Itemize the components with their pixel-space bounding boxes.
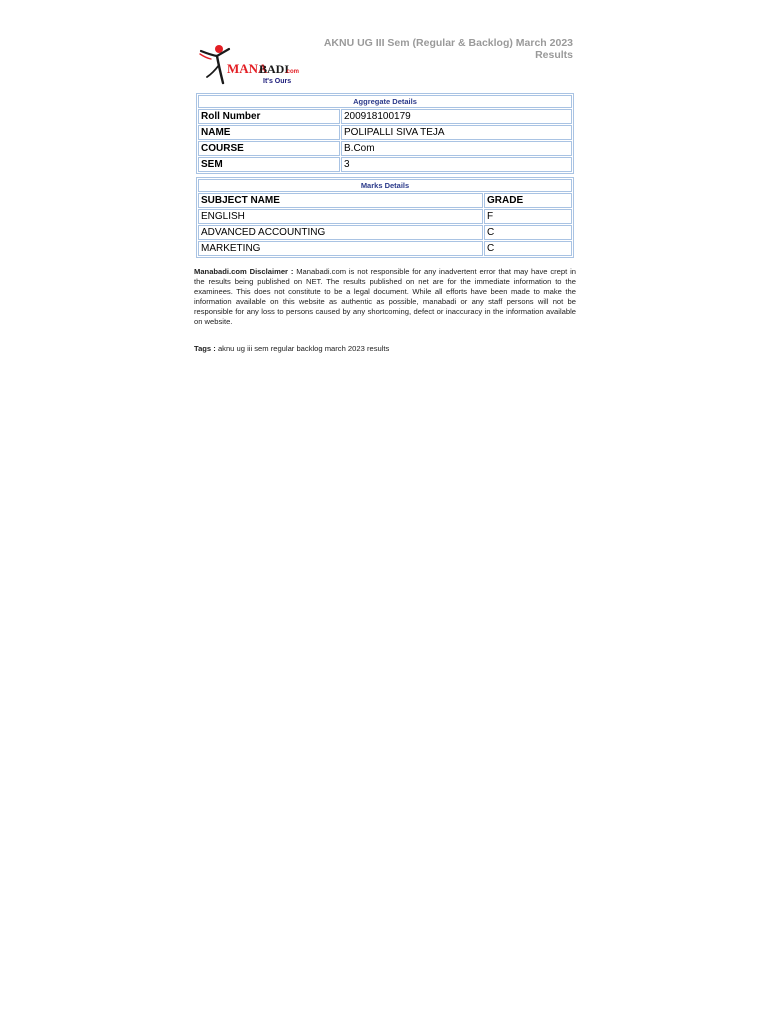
aggregate-details-table (196, 93, 574, 174)
disclaimer-text: Manabadi.com is not responsible for any inadvertent error that may have crept in the results being published on NET. The results published on net are for the immediate information to the examinees. This does not constitute to be a legal document. While all efforts have been made to make the information available on this website as authentic as possible, manabadi or any staff persons will not be responsible for any loss to persons caused by any shortcoming, defect or inaccuracy in the information available on website. (194, 267, 576, 326)
grade-cell: C (484, 225, 572, 240)
logo-brand-prefix: MANA (227, 61, 268, 76)
grade-cell: C (484, 241, 572, 256)
grade-cell: F (484, 209, 572, 224)
tags (194, 344, 576, 354)
table-row (198, 125, 572, 140)
tags-label: Tags : (194, 344, 216, 353)
name-value: POLIPALLI SIVA TEJA (341, 125, 572, 140)
marks-details-heading: Marks Details (198, 179, 572, 192)
subject-name-cell: MARKETING (198, 241, 483, 256)
table-row (198, 209, 572, 224)
marks-details-table (196, 177, 574, 258)
row-label: COURSE (198, 141, 340, 156)
subject-name-cell: ADVANCED ACCOUNTING (198, 225, 483, 240)
table-row (198, 109, 572, 124)
table-row (198, 241, 572, 256)
manabadi-logo[interactable] (197, 43, 307, 87)
course-value: B.Com (341, 141, 572, 156)
row-label: Roll Number (198, 109, 340, 124)
sem-value: 3 (341, 157, 572, 172)
logo-tagline: It's Ours (263, 78, 292, 85)
roll-number-value: 200918100179 (341, 109, 572, 124)
disclaimer-label: Manabadi.com Disclaimer : (194, 267, 294, 276)
subject-name-cell: ENGLISH (198, 209, 483, 224)
row-label: SEM (198, 157, 340, 172)
aggregate-details-heading: Aggregate Details (198, 95, 572, 108)
table-header-row (198, 193, 572, 208)
table-row (198, 157, 572, 172)
table-row (198, 225, 572, 240)
subject-name-header: SUBJECT NAME (198, 193, 483, 208)
page-title: AKNU UG III Sem (Regular & Backlog) March 2023 Results (323, 37, 573, 61)
table-row (198, 141, 572, 156)
row-label: NAME (198, 125, 340, 140)
logo-brand-suffix: .com (285, 69, 300, 75)
grade-header: GRADE (484, 193, 572, 208)
manabadi-logo-mark-icon (197, 43, 307, 87)
tags-text[interactable]: aknu ug iii sem regular backlog march 2023 results (217, 344, 390, 353)
disclaimer (194, 267, 576, 327)
logo-brand-b: BADI (259, 62, 290, 76)
